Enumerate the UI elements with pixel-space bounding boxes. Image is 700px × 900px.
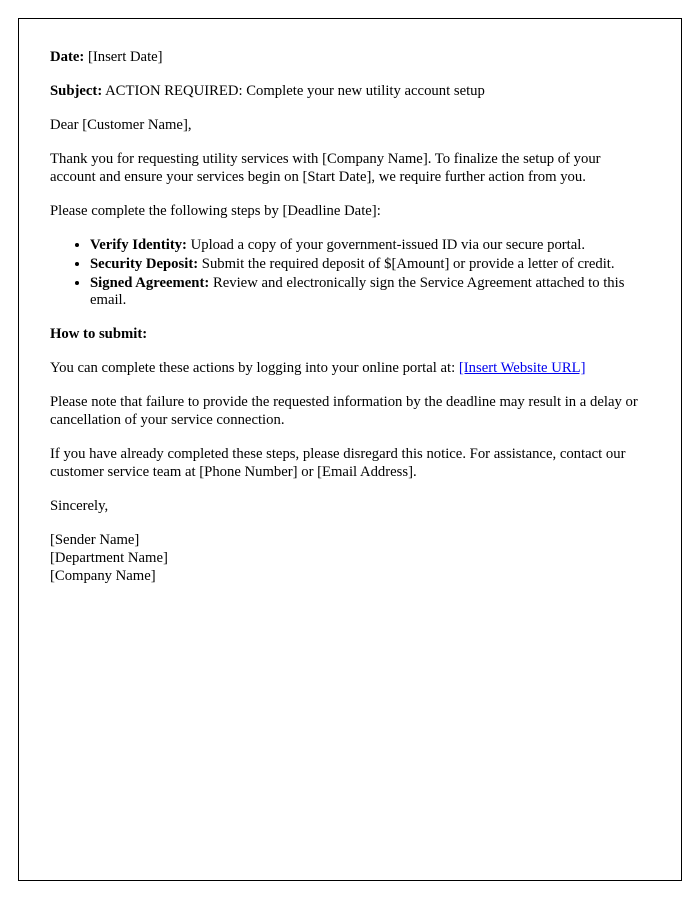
how-to-submit-heading: How to submit: [50, 326, 148, 343]
paragraph-thanks: Thank you for requesting utility services with [Company Name]. To finalize the setup of your account and ensure your services begin on [Start Date], we require further action from you. [50, 150, 601, 185]
date-line [50, 49, 649, 67]
paragraph-failure-notice: Please note that failure to provide the requested information by the deadline may result in a delay or cancellation of your service connection. [50, 394, 638, 429]
date-label: Date: [50, 49, 85, 65]
step-text: Upload a copy of your government-issued ID via our secure portal. [186, 236, 586, 253]
letter-page [18, 18, 682, 881]
paragraph-steps-intro: Please complete the following steps by [Deadline Date]: [50, 202, 381, 219]
date-value: [Insert Date] [84, 49, 163, 65]
paragraph-already-completed: If you have already completed these steps, please disregard this notice. For assistance, contact our customer service team at [Phone Number] or [Email Address]. [50, 446, 626, 481]
signature-sender-name: [Sender Name] [50, 531, 140, 548]
step-label: Verify Identity: [90, 236, 187, 253]
step-text: Review and electronically sign the Service Agreement attached to this email. [90, 274, 625, 309]
list-item [90, 275, 649, 311]
portal-text: You can complete these actions by logging into your online portal at: [50, 360, 459, 377]
step-label: Security Deposit: [90, 255, 199, 272]
letter-body [19, 19, 681, 586]
list-item [90, 256, 649, 274]
greeting: Dear [Customer Name], [50, 116, 192, 133]
closing: Sincerely, [50, 498, 109, 514]
signature-department-name: [Department Name] [50, 549, 168, 566]
signature-company-name: [Company Name] [50, 567, 156, 584]
steps-list [50, 237, 649, 311]
portal-line [50, 360, 649, 378]
step-label: Signed Agreement: [90, 274, 210, 291]
subject-line [50, 83, 649, 101]
list-item [90, 237, 649, 255]
portal-link[interactable]: [Insert Website URL] [458, 360, 586, 377]
step-text: Submit the required deposit of $[Amount] or provide a letter of credit. [198, 255, 615, 272]
signature-block [50, 532, 649, 586]
subject-value: ACTION REQUIRED: Complete your new utility account setup [102, 82, 485, 99]
subject-label: Subject: [50, 82, 103, 99]
